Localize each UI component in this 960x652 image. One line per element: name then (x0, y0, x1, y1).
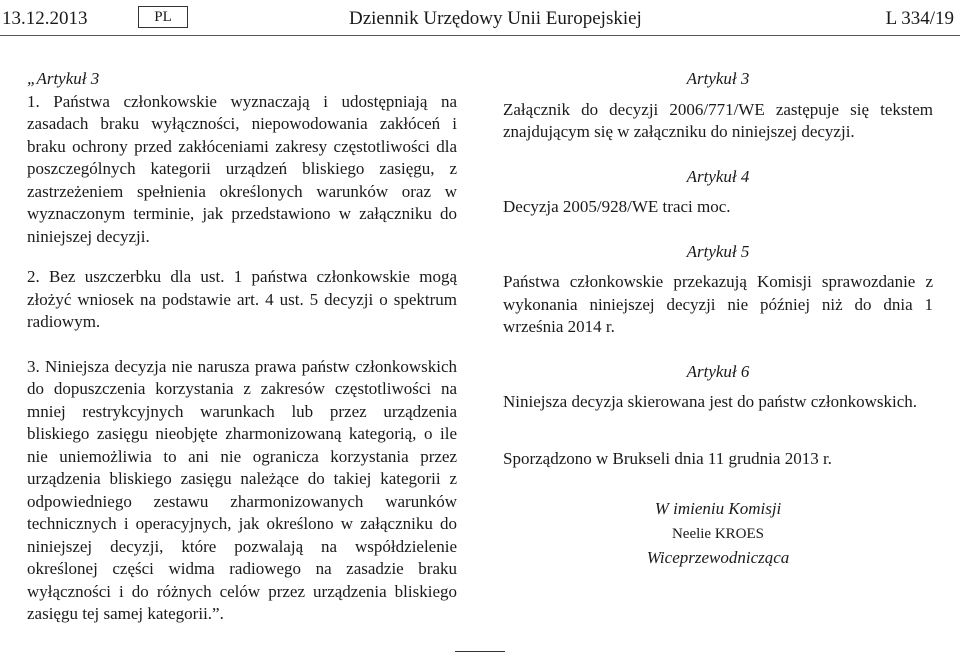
article-6-text: Niniejsza decyzja skierowana jest do państw członkowskich. (503, 392, 918, 411)
article-5-text: Państwa członkowskie przekazują Komisji sprawozdanie z wykonania niniejszej decyzji nie później niż do dnia 1 września 2014 r. (503, 272, 933, 336)
place-and-date: Sporządzono w Brukseli dnia 11 grudnia 2013 r. (503, 448, 832, 468)
article-4-text: Decyzja 2005/928/WE traci moc. (503, 197, 731, 216)
on-behalf-of: W imieniu Komisji (654, 499, 782, 518)
article-3-text: Załącznik do decyzji 2006/771/WE zastępuje się tekstem znajdującym się w załączniku do niniejszej decyzji. (503, 99, 933, 141)
right-column (503, 68, 933, 570)
page-reference: L 334/19 (885, 8, 954, 29)
article-3-amended-heading: „Artykuł 3 (27, 69, 100, 88)
page-header (0, 6, 960, 32)
signature-block (503, 498, 933, 570)
paragraph-1: 1. Państwa członkowskie wyznaczają i udostępniają na zasadach braku wyłączności, niepowodowania zakłóceń i braku ochrony przed zakłóceniami zakresy częstotliwości dla poszczególnych kategorii urządzeń bliskiego zasięgu, z zastrzeżeniem spełnienia określonych warunków oraz w wyznaczonym terminie, jak przedstawiono w załączniku do niniejszej decyzji. (27, 91, 457, 246)
journal-title: Dziennik Urzędowy Unii Europejskiej (349, 8, 642, 29)
signatory-title: Wiceprzewodnicząca (646, 548, 790, 567)
article-4-heading: Artykuł 4 (686, 166, 750, 186)
article-5-heading: Artykuł 5 (686, 241, 750, 261)
header-divider (0, 35, 960, 36)
publication-date: 13.12.2013 (2, 8, 88, 29)
article-6-heading: Artykuł 6 (686, 361, 750, 381)
left-column (27, 68, 457, 626)
article-3-heading: Artykuł 3 (686, 69, 750, 88)
paragraph-2: 2. Bez uszczerbku dla ust. 1 państwa członkowskie mogą złożyć wniosek na podstawie art. 4 ust. 5 decyzji o spektrum radiowym. (27, 267, 457, 331)
paragraph-3: 3. Niniejsza decyzja nie narusza prawa państw członkowskich do dopuszczenia korzystania z zakresów częstotliwości na mniej restrykcyjnych warunkach lub przez urządzenia bliskiego zasięgu nieobjęte zharmonizowaną kategorią, o ile nie uniemożliwia to ani nie ogranicza korzystania przez urządzenia bliskiego zasięgu należące do takiej kategorii z odpowiedniego zestawu zharmonizowanych warunków technicznych i operacyjnych, jak określono w załączniku do niniejszej decyzji, które pozwalają na współdzielenie określonej części widma radiowego na zasadzie braku wyłączności i do różnych celów przez urządzenia bliskiego zasięgu tej samej kategorii.”. (27, 356, 457, 623)
signatory-name: Neelie KROES (671, 525, 765, 542)
language-badge: PL (138, 6, 188, 28)
